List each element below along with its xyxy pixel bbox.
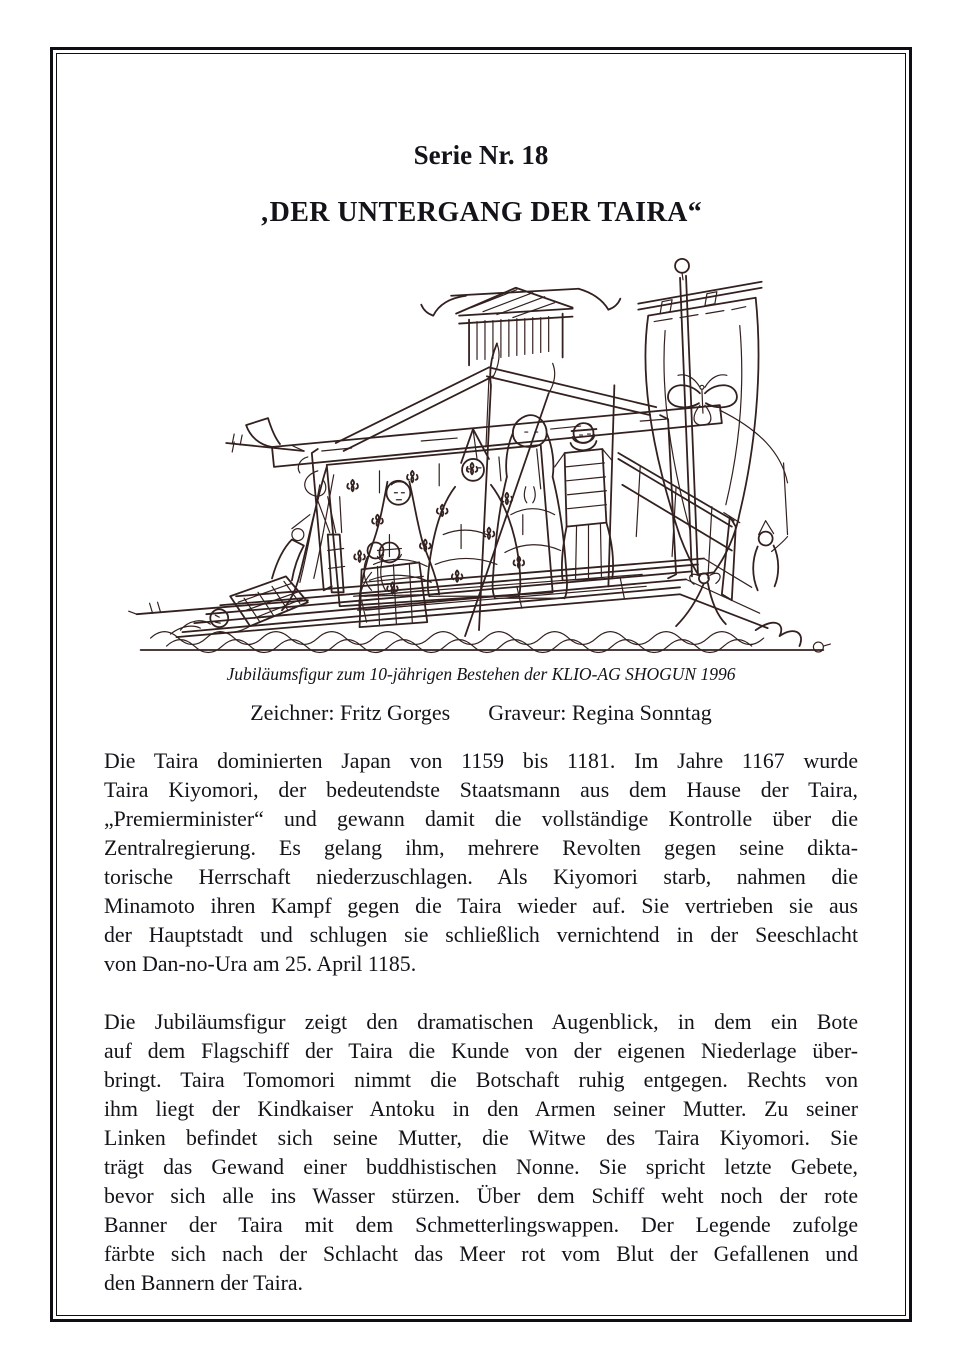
- paragraph-line: von Dan-no-Ura am 25. April 1185.: [104, 952, 417, 976]
- arrow-icon: [226, 434, 304, 452]
- page-title: ‚DER UNTERGANG DER TAIRA“: [259, 197, 703, 228]
- butterfly-crest-icon: [668, 375, 737, 425]
- railing: [618, 453, 739, 600]
- paragraph-line: trägt das Gewand einer buddhistischen Nonne. Sie spricht letzte Gebete,: [104, 1155, 858, 1179]
- paragraph-line: Minamoto ihren Kampf gegen die Taira wieder auf. Sie vertrieben sie aus: [104, 894, 858, 918]
- page-frame-inner: [56, 53, 906, 1316]
- credit-graveur: Graveur: Regina Sonntag: [488, 700, 712, 725]
- paragraph-line: Banner der Taira mit dem Schmetterlingswappen. Der Legende zufolge: [104, 1213, 858, 1237]
- paragraph-line: Linken befindet sich seine Mutter, die Witwe des Taira Kiyomori. Sie: [104, 1126, 858, 1150]
- paragraph-line: den Bannern der Taira.: [104, 1271, 304, 1295]
- paragraph-line: auf dem Flagschiff der Taira die Kunde von der eigenen Niederlage über-: [104, 1039, 858, 1063]
- paragraph-line: Die Jubiläumsfigur zeigt den dramatischen Augenblick, in dem ein Bote: [104, 1010, 858, 1034]
- paragraph-line: Die Taira dominierten Japan von 1159 bis 1181. Im Jahre 1167 wurde: [104, 749, 858, 773]
- taira-flagship-illustration: [119, 236, 843, 654]
- taira-banner-with-butterfly-crest: [638, 259, 761, 626]
- paragraph-line: bevor sich alle ins Wasser stürzen. Über dem Schiff weht noch der rote: [104, 1184, 858, 1208]
- series-heading: Serie Nr. 18: [413, 140, 549, 170]
- figure-caption: Jubiläumsfigur zum 10-jährigen Bestehen der KLIO-AG SHOGUN 1996: [226, 664, 736, 684]
- credit-zeichner: Zeichner: Fritz Gorges: [250, 700, 451, 725]
- paragraph-line: Zentralregierung. Es gelang ihm, mehrere Revolten gegen seine dikta-: [104, 836, 858, 860]
- paragraph-line: „Premierminister“ und gewann damit die vollständige Kontrolle über die: [104, 807, 858, 831]
- paragraph-line: der Hauptstadt und schlugen sie schließlich vernichtend in der Seeschlacht: [104, 923, 858, 947]
- paragraph-1: [104, 747, 858, 979]
- paragraph-line: färbte sich nach der Schlacht das Meer rot vom Blut der Gefallenen und: [104, 1242, 858, 1266]
- credits-line: [104, 699, 858, 727]
- paragraph-2: [104, 1008, 858, 1298]
- paragraph-line: ihm liegt der Kindkaiser Antoku in den Armen seiner Mutter. Zu seiner: [104, 1097, 858, 1121]
- page-content: [57, 54, 905, 1315]
- paragraph-line: torische Herrschaft niederzuschlagen. Als Kiyomori starb, nahmen die: [104, 865, 858, 889]
- paragraph-line: bringt. Taira Tomomori nimmt die Botschaft ruhig entgegen. Rechts von: [104, 1068, 858, 1092]
- naginata-blade: [549, 363, 555, 393]
- lookout-figure: [753, 521, 787, 591]
- page-frame: [50, 47, 912, 1322]
- illustration-container: [104, 236, 858, 656]
- paragraph-line: Taira Kiyomori, der bedeutendste Staatsmann aus dem Hause der Taira,: [104, 778, 858, 802]
